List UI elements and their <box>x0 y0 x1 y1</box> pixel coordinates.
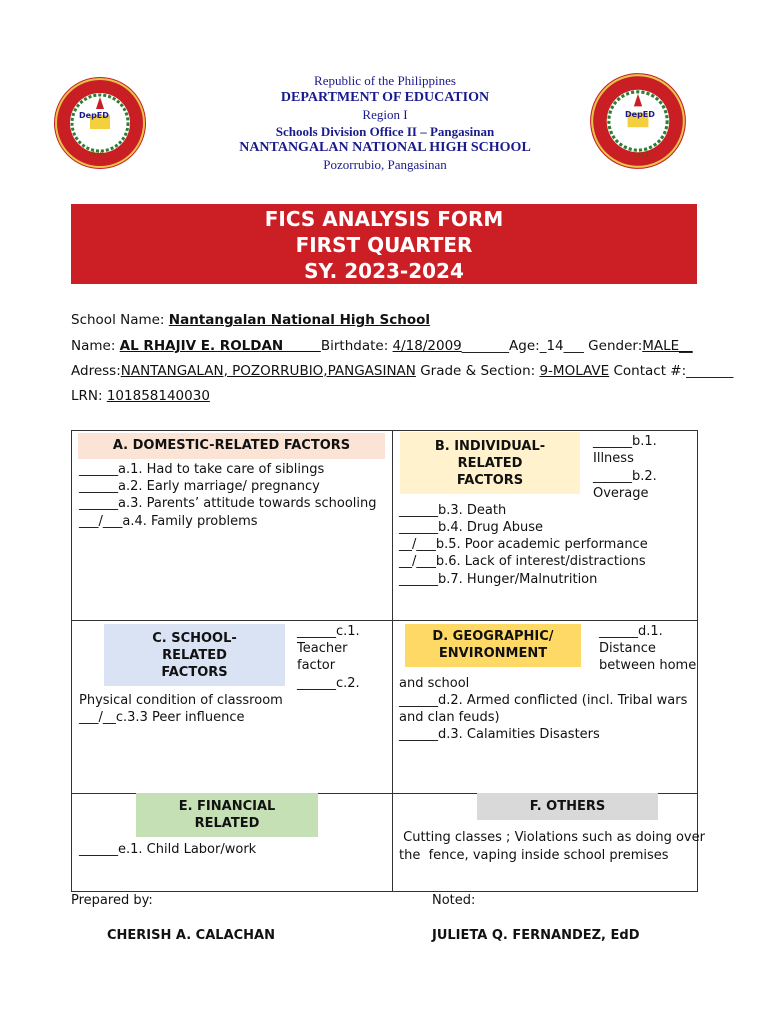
address-value: NANTANGALAN, POZORRUBIO,PANGASINAN <box>120 363 416 379</box>
header-region: Region I <box>362 107 408 122</box>
header-school: NANTANGALAN NATIONAL HIGH SCHOOL <box>239 140 531 155</box>
student-name-value: AL RHAJIV E. ROLDAN <box>119 338 321 354</box>
factor-b7: ______b.7. Hunger/Malnutrition <box>399 572 598 587</box>
age-value: _14___ <box>539 338 584 354</box>
factor-c1: ______c.1. Teacher factor <box>297 624 360 673</box>
factor-b5: __/___b.5. Poor academic performance <box>399 537 648 552</box>
seal-left-center: DepED <box>79 111 109 120</box>
factor-a1: ______a.1. Had to take care of siblings <box>79 462 325 477</box>
address-row: Adress:NANTANGALAN, POZORRUBIO,PANGASINAN Grade & Section: 9-MOLAVE Contact #:_______ <box>71 363 734 379</box>
noted-by-name: JULIETA Q. FERNANDEZ, EdD <box>432 928 640 943</box>
factor-d1-cont: and school <box>399 676 470 691</box>
header-division: Schools Division Office II – Pangasinan <box>275 124 495 139</box>
form-title-banner <box>71 204 697 284</box>
form-title: FICS ANALYSIS FORM <box>264 207 504 231</box>
factor-a4: ___/___a.4. Family problems <box>79 514 258 529</box>
seal-left-year: 1978 <box>88 151 104 158</box>
factor-b2: ______b.2. Overage <box>593 469 657 501</box>
grade-section-value: 9-MOLAVE <box>539 363 610 379</box>
factor-d3: ______d.3. Calamities Disasters <box>399 727 600 742</box>
form-school-year: SY. 2023-2024 <box>304 259 464 283</box>
factor-d2-cont: and clan feuds) <box>399 710 500 725</box>
header-location: Pozorrubio, Pangasinan <box>323 157 447 172</box>
others-text-line1: Cutting classes ; Violations such as doing over <box>399 830 705 845</box>
factor-b6: __/___b.6. Lack of interest/distractions <box>399 554 646 569</box>
factor-d1: ______d.1. Distance between home <box>599 624 697 673</box>
school-seal-left <box>52 75 148 175</box>
others-text-line2: the fence, vaping inside school premises <box>399 848 669 863</box>
prepared-by-name: CHERISH A. CALACHAN <box>107 928 275 943</box>
seal-right-year: 1978 <box>633 152 649 159</box>
factor-c2: Physical condition of classroom <box>79 693 283 708</box>
school-seal-right <box>588 71 688 175</box>
school-name-value: Nantangalan National High School <box>168 312 431 328</box>
lrn-value: 101858140030 <box>106 388 210 404</box>
factor-c2-code: ______c.2. <box>297 676 360 691</box>
geographic-factors-label: D. GEOGRAPHIC/ ENVIRONMENT <box>405 624 581 667</box>
financial-factors-label: E. FINANCIAL RELATED <box>136 793 318 837</box>
factors-table <box>71 430 705 892</box>
seal-right-center: DepED <box>625 110 655 119</box>
table-divider-vertical <box>392 431 393 891</box>
name-row: Name: AL RHAJIV E. ROLDAN Birthdate: 4/18/2009_______Age:_14___ Gender:MALE__ <box>71 338 693 354</box>
factor-d2: ______d.2. Armed conflicted (incl. Tribal wars <box>399 693 688 708</box>
individual-factors-label: B. INDIVIDUAL- RELATED FACTORS <box>400 432 580 494</box>
factor-a2: ______a.2. Early marriage/ pregnancy <box>79 479 320 494</box>
table-divider-row1 <box>72 620 697 621</box>
others-label: F. OTHERS <box>477 793 658 820</box>
noted-by-label: Noted: <box>432 893 476 908</box>
birthdate-value: 4/18/2009 <box>392 338 462 354</box>
factor-e1: ______e.1. Child Labor/work <box>79 842 257 857</box>
school-factors-label: C. SCHOOL- RELATED FACTORS <box>104 624 285 686</box>
school-name-row: School Name: Nantangalan National High School <box>71 312 431 328</box>
prepared-by-label: Prepared by: <box>71 893 153 908</box>
factor-b4: ______b.4. Drug Abuse <box>399 520 544 535</box>
header-department: DEPARTMENT OF EDUCATION <box>280 90 490 105</box>
factor-b1: ______b.1. Illness <box>593 434 657 466</box>
lrn-row: LRN: 101858140030 <box>71 388 210 404</box>
gender-value: MALE__ <box>642 338 693 354</box>
form-quarter: FIRST QUARTER <box>295 233 473 257</box>
factor-b3: ______b.3. Death <box>399 503 507 518</box>
header-republic: Republic of the Philippines <box>314 73 456 88</box>
factor-c3: ___/__c.3.3 Peer influence <box>79 710 245 725</box>
domestic-factors-label: A. DOMESTIC-RELATED FACTORS <box>78 433 385 459</box>
factor-a3: ______a.3. Parents’ attitude towards schooling <box>79 496 377 511</box>
